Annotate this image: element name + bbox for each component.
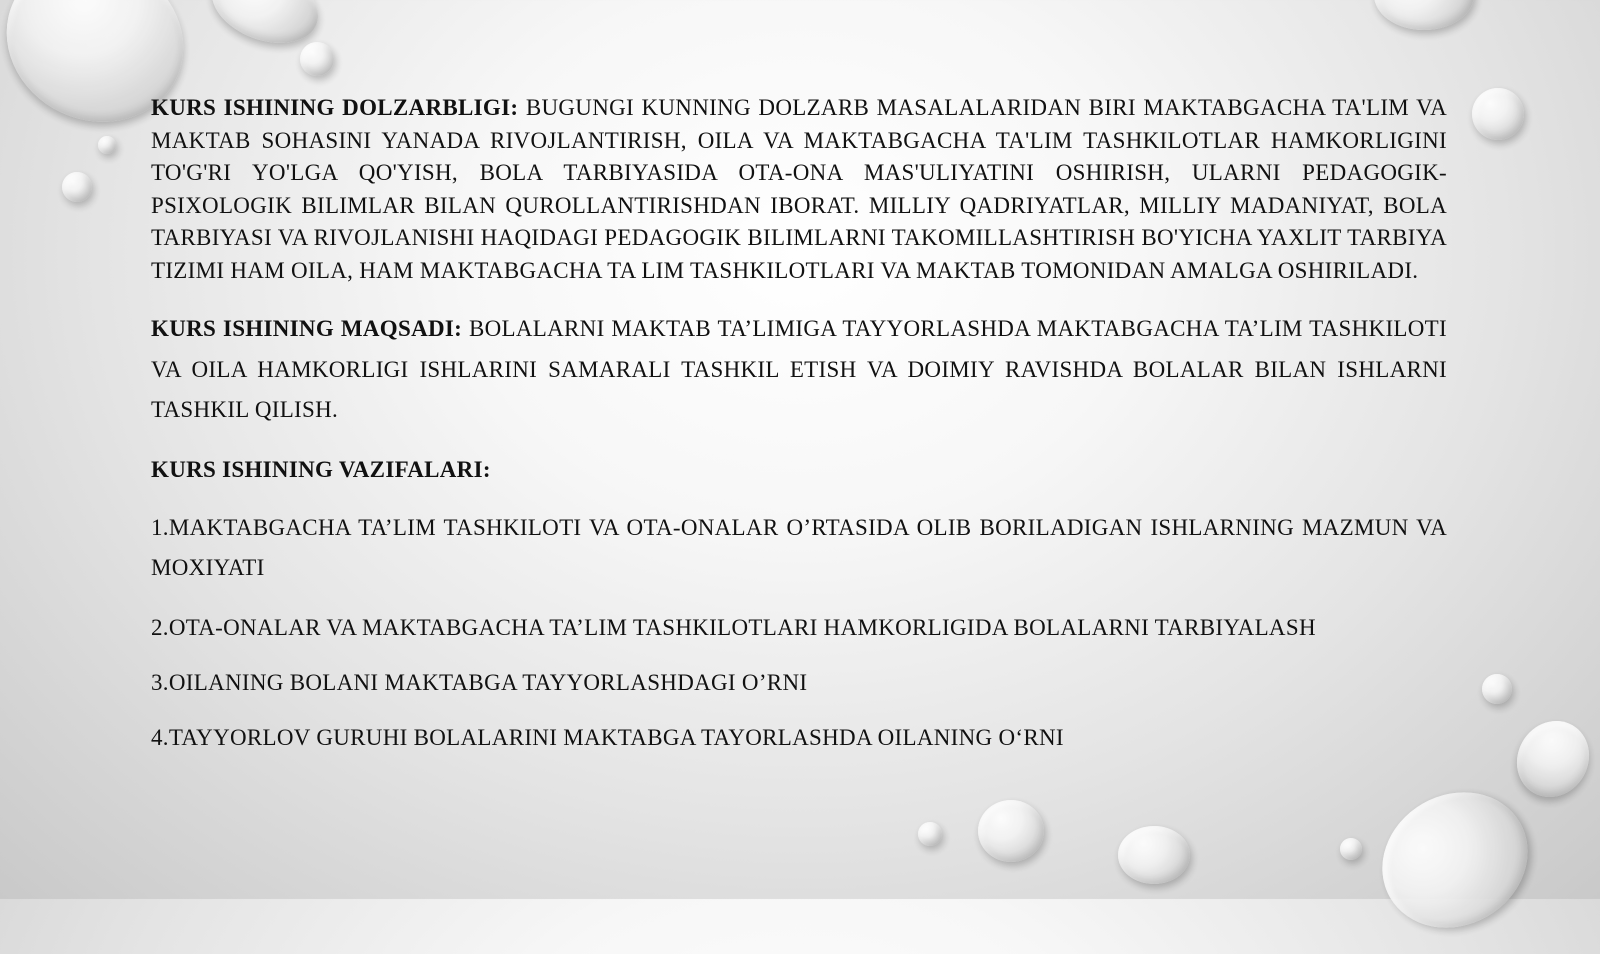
- water-drop-decoration: [1472, 88, 1524, 140]
- water-drop-decoration: [1358, 766, 1553, 954]
- task-item-3: 3.OILANING BOLANI MAKTABGA TAYYORLASHDAGI O’RNI: [151, 669, 808, 695]
- water-drop-decoration: [300, 42, 334, 76]
- water-drop-decoration: [1374, 0, 1474, 30]
- slide-content: [151, 92, 1447, 776]
- water-drop-decoration: [978, 800, 1044, 862]
- water-drop-decoration: [98, 136, 116, 154]
- goal-paragraph: [151, 309, 1447, 431]
- water-drop-decoration: [62, 172, 92, 202]
- water-drop-decoration: [1340, 838, 1362, 860]
- water-drop-decoration: [1503, 708, 1600, 811]
- relevance-heading: KURS ISHINING DOLZARBLIGI:: [151, 95, 519, 120]
- task-item-1: 1.MAKTABGACHA TA’LIM TASHKILOTI VA OTA-ONALAR O’RTASIDA OLIB BORILADIGAN ISHLARNING MAZMUN VA MOXIYATI: [151, 514, 1447, 580]
- task-item-4: 4.TAYYORLOV GURUHI BOLALARINI MAKTABGA TAYORLASHDA OILANING O‘RNI: [151, 724, 1064, 750]
- goal-text: BOLALARNI MAKTAB TA’LIMIGA TAYYORLASHDA MAKTABGACHA TA’LIM TASHKILOTI VA OILA HAMKORLIGI ISHLARINI SAMARALI TASHKIL ETISH VA DOIMIY RAVISHDA BOLALAR BILAN ISHLARNI TASHKIL QILISH.: [151, 316, 1447, 422]
- water-drop-decoration: [1482, 674, 1512, 704]
- relevance-text: BUGUNGI KUNNING DOLZARB MASALALARIDAN BIRI MAKTABGACHA TA'LIM VA MAKTAB SOHASINI YANADA RIVOJLANTIRISH, OILA VA MAKTABGACHA TA'LIM TASHKILOTLAR HAMKORLIGINI TO'G'RI YO'LGA QO'YISH, BOLA TARBIYASIDA OTA-ONA MAS'ULIYATINI OSHIRISH, ULARNI PEDAGOGIK-PSIXOLOGIK BILIMLAR BILAN QUROLLANTIRISHDAN IBORAT. MILLIY QADRIYATLAR, MILLIY MADANIYAT, BOLA TARBIYASI VA RIVOJLANISHI HAQIDAGI PEDAGOGIK BILIMLARNI TAKOMILLASHTIRISH BO'YICHA YAXLIT TARBIYA TIZIMI HAM OILA, HAM MAKTABGACHA TA LIM TASHKILOTLARI VA MAKTAB TOMONIDAN AMALGA OSHIRILADI.: [151, 95, 1447, 283]
- goal-heading: KURS ISHINING MAQSADI:: [151, 316, 463, 341]
- task-item-2: 2.OTA-ONALAR VA MAKTABGACHA TA’LIM TASHKILOTLARI HAMKORLIGIDA BOLALARNI TARBIYALASH: [151, 614, 1316, 640]
- relevance-paragraph: [151, 92, 1447, 287]
- water-drop-decoration: [918, 822, 942, 846]
- water-drop-decoration: [1118, 826, 1190, 884]
- tasks-heading: KURS ISHINING VAZIFALARI:: [151, 456, 491, 482]
